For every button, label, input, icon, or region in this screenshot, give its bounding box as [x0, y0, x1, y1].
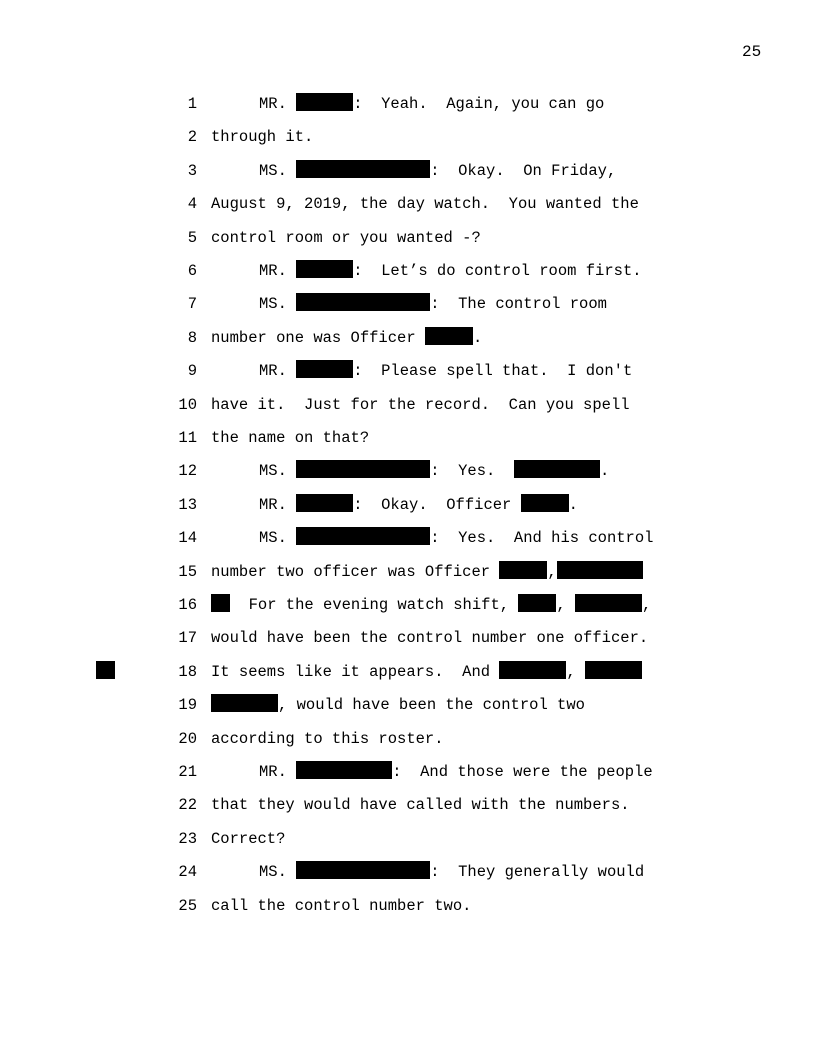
redaction-block	[585, 661, 642, 679]
redaction-block	[575, 594, 642, 612]
line-number: 7	[187, 295, 197, 314]
transcript-line	[0, 660, 816, 684]
text-segment: MR.	[259, 495, 297, 514]
text-segment: have it. Just for the record. Can you spell	[211, 395, 630, 414]
text-segment: ,	[547, 562, 557, 581]
text-segment: Correct?	[211, 829, 286, 848]
line-number: 14	[178, 529, 197, 548]
text-segment: according to this roster.	[211, 729, 444, 748]
line-number: 2	[187, 128, 197, 147]
line-text	[211, 793, 630, 817]
text-segment: : Yeah. Again, you can go	[353, 95, 605, 113]
line-text	[211, 693, 585, 717]
transcript-line	[0, 192, 816, 216]
redaction-block	[425, 327, 473, 345]
transcript-line	[0, 526, 816, 550]
text-segment: ,	[566, 662, 585, 681]
transcript-line	[0, 226, 816, 250]
line-text	[211, 894, 471, 918]
line-text	[211, 593, 651, 617]
text-segment: MS.	[259, 863, 297, 882]
redaction-block	[296, 761, 392, 779]
line-number: 17	[178, 629, 197, 648]
transcript-line	[0, 426, 816, 450]
transcript-line	[0, 727, 816, 751]
line-number: 5	[187, 228, 197, 247]
text-segment: : Please spell that. I don't	[353, 362, 633, 381]
text-segment: MS.	[259, 462, 297, 481]
text-segment: : They generally would	[430, 863, 645, 882]
text-segment: .	[472, 328, 483, 347]
text-segment: would have been the control number one officer.	[211, 629, 649, 648]
redaction-block	[296, 160, 430, 178]
line-text	[259, 493, 578, 517]
redaction-block	[296, 494, 353, 512]
line-text	[211, 660, 642, 684]
redaction-block	[211, 694, 278, 712]
text-segment: It seems like it appears. And	[211, 662, 500, 681]
text-segment: the name on that?	[211, 429, 370, 447]
transcript-line	[0, 894, 816, 918]
redaction-block	[296, 527, 430, 545]
line-number: 18	[178, 662, 197, 681]
line-text	[211, 393, 630, 417]
line-text	[211, 426, 369, 450]
text-segment: For the evening watch shift,	[230, 596, 519, 614]
text-segment: number two officer was Officer	[211, 562, 500, 581]
line-text	[259, 259, 642, 283]
line-number: 3	[187, 161, 197, 180]
redaction-block	[499, 561, 547, 579]
text-segment: call the control number two.	[211, 896, 472, 915]
redaction-block	[296, 861, 430, 879]
transcript-line	[0, 259, 816, 283]
text-segment: MS.	[259, 529, 297, 548]
line-text	[259, 760, 653, 784]
line-text	[259, 459, 609, 483]
line-number: 22	[178, 796, 197, 815]
line-number: 1	[187, 95, 197, 113]
transcript-line	[0, 626, 816, 650]
text-segment: : Yes. And his control	[430, 529, 654, 548]
line-number: 9	[187, 362, 197, 381]
text-segment: MS.	[259, 161, 297, 180]
text-segment: MR.	[259, 362, 297, 381]
text-segment: : Let’s do control room first.	[353, 262, 642, 280]
line-text	[211, 626, 648, 650]
transcript-line	[0, 560, 816, 584]
text-segment: control room or you wanted -?	[211, 228, 481, 247]
line-text	[259, 359, 632, 383]
line-text	[259, 292, 607, 316]
page-number: 25	[742, 43, 762, 61]
text-segment: August 9, 2019, the day watch. You wanted the	[211, 195, 639, 214]
transcript-line	[0, 827, 816, 851]
line-number: 16	[178, 596, 197, 614]
transcript-line	[0, 393, 816, 417]
text-segment: : Okay. Officer	[353, 495, 521, 514]
line-number: 21	[178, 763, 197, 781]
line-text	[211, 827, 285, 851]
line-number: 11	[178, 429, 197, 447]
line-text	[211, 125, 313, 149]
transcript-line	[0, 693, 816, 717]
line-number: 6	[187, 262, 197, 280]
transcript-line	[0, 125, 816, 149]
line-text	[211, 192, 639, 216]
transcript-line	[0, 159, 816, 183]
redaction-block	[211, 594, 230, 612]
redaction-block	[499, 661, 566, 679]
redaction-block	[514, 460, 600, 478]
transcript-line	[0, 860, 816, 884]
text-segment: .	[599, 462, 610, 481]
text-segment: MR.	[259, 262, 297, 280]
redaction-block	[518, 594, 556, 612]
redaction-block	[296, 93, 353, 111]
transcript-line	[0, 793, 816, 817]
text-segment: : Okay. On Friday,	[430, 161, 617, 180]
text-segment: ,	[556, 596, 575, 614]
line-number: 4	[187, 195, 197, 214]
redaction-block	[296, 360, 353, 378]
line-number: 13	[178, 495, 197, 514]
line-text	[211, 560, 643, 584]
text-segment: number one was Officer	[211, 328, 425, 347]
line-text	[259, 860, 644, 884]
transcript-line	[0, 326, 816, 350]
text-segment: MR.	[259, 95, 297, 113]
redaction-block	[521, 494, 569, 512]
transcript-line	[0, 459, 816, 483]
redaction-block	[296, 260, 353, 278]
redaction-block	[296, 293, 430, 311]
line-number: 12	[178, 462, 197, 481]
transcript-line	[0, 359, 816, 383]
line-number: 10	[178, 395, 197, 414]
line-number: 24	[178, 863, 197, 882]
transcript-line	[0, 760, 816, 784]
line-text	[259, 526, 653, 550]
line-number: 25	[178, 896, 197, 915]
text-segment: MS.	[259, 295, 297, 314]
line-text	[211, 226, 481, 250]
line-text	[259, 159, 616, 183]
text-segment: ,	[641, 596, 652, 614]
text-segment: through it.	[211, 128, 314, 147]
line-number: 20	[178, 729, 197, 748]
text-segment: : And those were the people	[392, 763, 653, 781]
transcript-line	[0, 493, 816, 517]
line-number: 15	[178, 562, 197, 581]
line-text	[211, 326, 482, 350]
redaction-block	[557, 561, 643, 579]
text-segment: that they would have called with the numbers.	[211, 796, 630, 815]
text-segment: , would have been the control two	[278, 696, 585, 715]
line-text	[211, 727, 444, 751]
line-number: 19	[178, 696, 197, 715]
transcript-line	[0, 593, 816, 617]
text-segment: : Yes.	[430, 462, 514, 481]
line-number: 8	[187, 328, 197, 347]
text-segment: : The control room	[430, 295, 607, 314]
line-number: 23	[178, 829, 197, 848]
transcript-line	[0, 92, 816, 116]
line-text	[259, 92, 604, 116]
text-segment: MR.	[259, 763, 297, 781]
redaction-block	[296, 460, 430, 478]
text-segment: .	[568, 495, 578, 514]
transcript-line	[0, 292, 816, 316]
